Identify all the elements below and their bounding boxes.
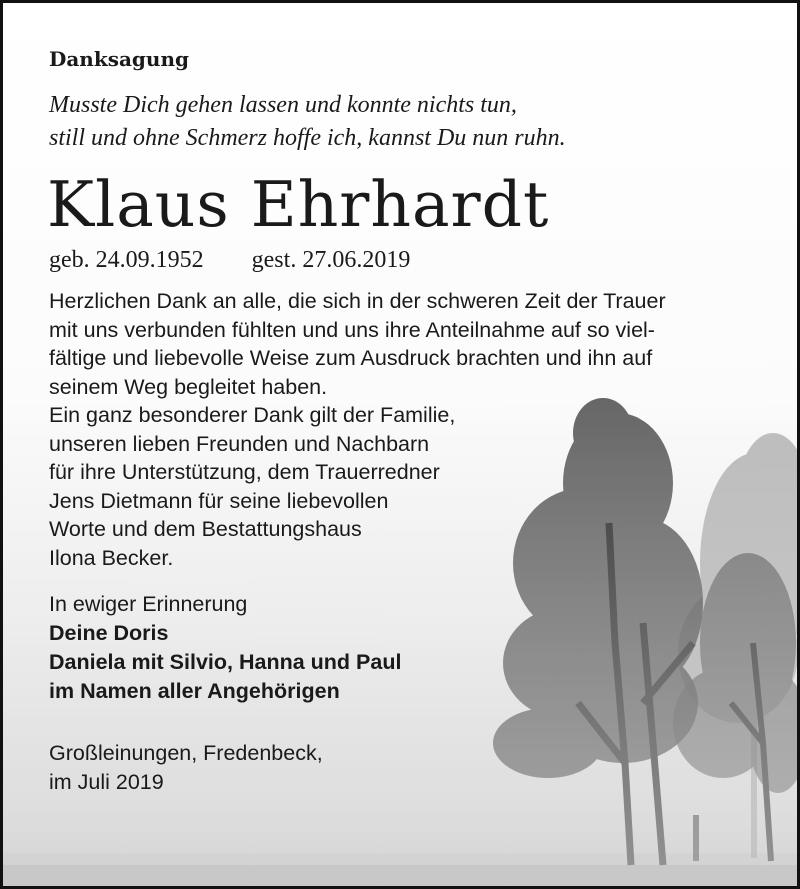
place-and-date [49,739,777,797]
body-line: Ilona Becker. [49,545,174,570]
body-line: fältige und liebevolle Weise zum Ausdruck brachten und ihn auf [49,346,653,370]
body-line: Jens Dietmann für seine liebevollen [49,488,389,513]
poem-line: still und ohne Schmerz hoffe ich, kannst Du nun ruhn. [49,125,566,151]
closing-block [49,590,777,706]
body-line: Herzlichen Dank an alle, die sich in der schweren Zeit der Trauer [49,289,666,313]
closing-intro: In ewiger Erinnerung [49,592,248,616]
body-line: unseren lieben Freunden und Nachbarn [49,431,430,456]
death-date: gest. 27.06.2019 [251,247,411,273]
body-line: seinem Weg begleitet haben. [49,374,328,399]
notice-content [47,43,777,797]
date-line: im Juli 2019 [49,770,164,794]
signer-line: im Namen aller Angehörigen [49,679,340,703]
body-line: für ihre Unterstützung, dem Trauerredner [49,460,440,484]
birth-date: geb. 24.09.1952 [49,247,204,273]
poem-line: Musste Dich gehen lassen und konnte nichts tun, [49,92,517,118]
place-line: Großleinungen, Fredenbeck, [49,741,323,765]
body-line: Ein ganz besonderer Dank gilt der Familie, [49,403,456,427]
signer-line: Daniela mit Silvio, Hanna und Paul [49,650,402,674]
body-line: Worte und dem Bestattungshaus [49,517,362,541]
signer-line: Deine Doris [49,621,169,645]
poem [49,89,777,155]
heading: Danksagung [49,47,189,71]
life-dates [49,245,777,275]
deceased-name: Klaus Ehrhardt [47,168,550,241]
thanks-text [49,287,777,572]
body-line: mit uns verbunden fühlten und uns ihre Anteilnahme auf so viel- [49,317,655,342]
